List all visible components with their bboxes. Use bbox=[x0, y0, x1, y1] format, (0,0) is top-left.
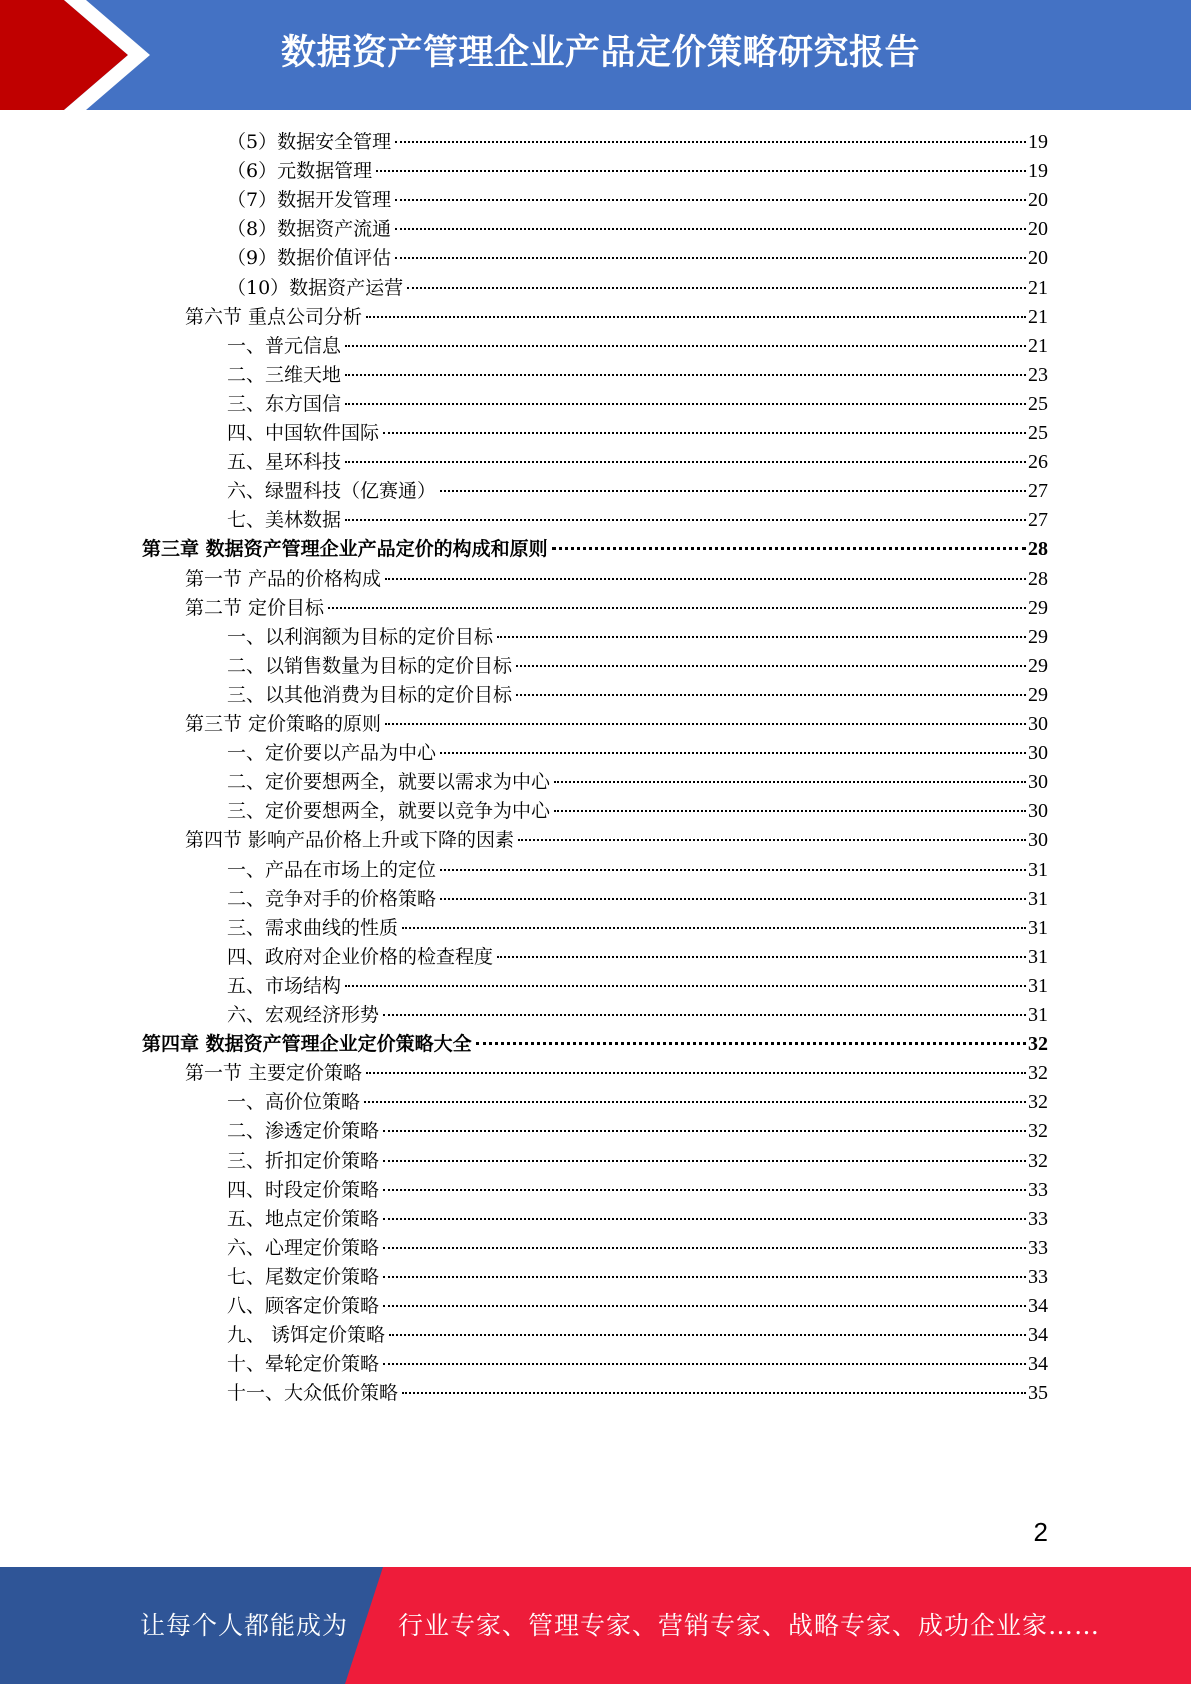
toc-entry-title: 第三节 定价策略的原则 bbox=[185, 713, 382, 735]
toc-entry-page: 35 bbox=[1028, 1382, 1048, 1405]
toc-entry-page: 30 bbox=[1028, 742, 1048, 765]
toc-entry[interactable] bbox=[227, 360, 1048, 391]
toc-entry-page: 32 bbox=[1028, 1120, 1048, 1143]
toc-dot-leader bbox=[516, 665, 1026, 667]
toc-entry-title: 十、晕轮定价策略 bbox=[227, 1353, 380, 1376]
toc-dot-leader bbox=[345, 461, 1026, 463]
footer-slogan-left: 让每个人都能成为 bbox=[140, 1611, 349, 1640]
toc-dot-leader bbox=[328, 607, 1026, 609]
toc-dot-leader bbox=[383, 1014, 1026, 1016]
toc-entry-title: （6）元数据管理 bbox=[227, 160, 373, 183]
toc-entry-page: 31 bbox=[1028, 858, 1048, 881]
toc-entry-page: 25 bbox=[1028, 422, 1048, 444]
toc-entry-page: 25 bbox=[1028, 392, 1048, 415]
toc-entry[interactable] bbox=[227, 738, 1048, 769]
toc-dot-leader bbox=[389, 1334, 1026, 1336]
toc-dot-leader bbox=[395, 257, 1026, 259]
toc-entry[interactable] bbox=[185, 593, 1048, 624]
toc-entry-page: 28 bbox=[1028, 538, 1048, 561]
toc-dot-leader bbox=[383, 1247, 1026, 1249]
toc-entry-page: 27 bbox=[1028, 509, 1048, 532]
toc-entry[interactable] bbox=[227, 1146, 1048, 1177]
footer-slogan-right: 行业专家、管理专家、营销专家、战略专家、成功企业家…… bbox=[398, 1611, 1101, 1640]
toc-entry-title: 五、地点定价策略 bbox=[227, 1207, 380, 1230]
toc-entry-title: 三、定价要想两全，就要以竞争为中心 bbox=[227, 800, 551, 823]
toc-dot-leader bbox=[395, 141, 1026, 143]
toc-entry-title: 三、折扣定价策略 bbox=[227, 1149, 380, 1172]
toc-entry-page: 29 bbox=[1028, 654, 1048, 677]
toc-entry-title: 三、以其他消费为目标的定价目标 bbox=[227, 683, 513, 706]
toc-entry-title: 一、产品在市场上的定位 bbox=[227, 858, 437, 881]
toc-entry-title: 五、星环科技 bbox=[227, 451, 342, 474]
page-footer bbox=[0, 1567, 1191, 1684]
toc-entry-page: 34 bbox=[1028, 1295, 1048, 1317]
toc-entry[interactable] bbox=[227, 1378, 1048, 1409]
toc-entry[interactable] bbox=[227, 156, 1048, 187]
toc-entry-page: 27 bbox=[1028, 480, 1048, 503]
toc-dot-leader bbox=[440, 490, 1026, 492]
toc-entry[interactable] bbox=[227, 651, 1048, 682]
toc-entry[interactable] bbox=[185, 564, 1048, 595]
toc-entry[interactable] bbox=[227, 447, 1048, 478]
toc-entry[interactable] bbox=[227, 331, 1048, 362]
toc-entry-title: （8）数据资产流通 bbox=[227, 218, 392, 241]
page-header bbox=[0, 0, 1191, 110]
toc-entry-page: 34 bbox=[1028, 1324, 1048, 1347]
toc-entry-page: 26 bbox=[1028, 451, 1048, 474]
toc-entry-page: 23 bbox=[1028, 363, 1048, 386]
toc-entry-page: 32 bbox=[1028, 1091, 1048, 1114]
toc-entry-title: 二、渗透定价策略 bbox=[227, 1120, 380, 1143]
toc-dot-leader bbox=[395, 199, 1026, 201]
toc-entry-title: 一、高价位策略 bbox=[227, 1091, 361, 1114]
toc-dot-leader bbox=[366, 316, 1026, 318]
toc-dot-leader bbox=[383, 1130, 1026, 1132]
toc-entry[interactable] bbox=[185, 1058, 1048, 1089]
toc-entry-title: 六、心理定价策略 bbox=[227, 1236, 380, 1259]
toc-entry[interactable] bbox=[227, 505, 1048, 536]
toc-entry-title: 四、时段定价策略 bbox=[227, 1178, 380, 1201]
toc-entry-page: 20 bbox=[1028, 189, 1048, 212]
toc-dot-leader bbox=[516, 694, 1026, 696]
toc-entry[interactable] bbox=[227, 884, 1048, 915]
toc-entry[interactable] bbox=[227, 1204, 1048, 1235]
toc-entry-title: 第一节 主要定价策略 bbox=[185, 1062, 363, 1085]
toc-entry[interactable] bbox=[227, 243, 1048, 274]
toc-dot-leader bbox=[402, 1392, 1026, 1394]
toc-entry-title: 第四章 数据资产管理企业定价策略大全 bbox=[142, 1033, 472, 1056]
toc-entry-page: 33 bbox=[1028, 1207, 1048, 1230]
toc-dot-leader bbox=[383, 1305, 1026, 1307]
toc-entry-page: 29 bbox=[1028, 596, 1048, 619]
toc-dot-leader bbox=[366, 1072, 1026, 1074]
toc-entry-title: 第一节 产品的价格构成 bbox=[185, 567, 382, 590]
toc-entry[interactable] bbox=[227, 185, 1048, 216]
toc-entry-title: 第三章 数据资产管理企业产品定价的构成和原则 bbox=[142, 538, 548, 561]
toc-entry-page: 20 bbox=[1028, 247, 1048, 270]
toc-entry[interactable] bbox=[227, 1233, 1048, 1264]
toc-entry-page: 30 bbox=[1028, 829, 1048, 852]
toc-entry-page: 30 bbox=[1028, 713, 1048, 735]
toc-entry[interactable] bbox=[227, 1116, 1048, 1147]
toc-entry-title: 第四节 影响产品价格上升或下降的因素 bbox=[185, 829, 515, 852]
toc-entry-page: 29 bbox=[1028, 683, 1048, 706]
toc-entry-page: 33 bbox=[1028, 1236, 1048, 1259]
toc-entry[interactable] bbox=[185, 302, 1048, 333]
toc-entry[interactable] bbox=[227, 1175, 1048, 1206]
toc-entry-page: 31 bbox=[1028, 945, 1048, 968]
toc-entry-page: 32 bbox=[1028, 1033, 1048, 1056]
toc-dot-leader bbox=[383, 1189, 1026, 1191]
toc-dot-leader bbox=[345, 519, 1026, 521]
toc-entry-title: 二、以销售数量为目标的定价目标 bbox=[227, 654, 513, 677]
toc-entry-page: 31 bbox=[1028, 974, 1048, 997]
toc-entry[interactable] bbox=[185, 709, 1048, 740]
toc-dot-leader bbox=[383, 1218, 1026, 1220]
toc-entry[interactable] bbox=[227, 680, 1048, 711]
toc-entry-title: 二、定价要想两全，就要以需求为中心 bbox=[227, 771, 551, 794]
toc-entry-page: 31 bbox=[1028, 887, 1048, 910]
toc-entry[interactable] bbox=[185, 825, 1048, 856]
toc-entry-page: 20 bbox=[1028, 218, 1048, 241]
toc-entry[interactable] bbox=[227, 1349, 1048, 1380]
page-number: 2 bbox=[1033, 1517, 1048, 1547]
toc-entry[interactable] bbox=[227, 418, 1048, 449]
toc-entry-title: 第二节 定价目标 bbox=[185, 596, 325, 619]
toc-dot-leader bbox=[376, 170, 1026, 172]
toc-dot-leader bbox=[476, 1042, 1026, 1045]
toc-entry-title: 三、需求曲线的性质 bbox=[227, 916, 399, 939]
report-title: 数据资产管理企业产品定价策略研究报告 bbox=[280, 33, 920, 73]
toc-entry-title: 七、美林数据 bbox=[227, 509, 342, 532]
toc-dot-leader bbox=[383, 1276, 1026, 1278]
toc-entry[interactable] bbox=[227, 476, 1048, 507]
toc-entry-title: 四、政府对企业价格的检查程度 bbox=[227, 945, 494, 968]
toc-dot-leader bbox=[407, 287, 1026, 289]
toc-entry-page: 33 bbox=[1028, 1265, 1048, 1288]
toc-dot-leader bbox=[497, 636, 1026, 638]
toc-entry[interactable] bbox=[227, 1320, 1048, 1351]
toc-entry-title: （9）数据价值评估 bbox=[227, 247, 392, 270]
toc-dot-leader bbox=[345, 345, 1026, 347]
toc-entry-title: 十一、大众低价策略 bbox=[227, 1382, 399, 1405]
toc-entry[interactable] bbox=[227, 855, 1048, 886]
toc-dot-leader bbox=[385, 723, 1026, 725]
toc-dot-leader bbox=[395, 228, 1026, 230]
toc-entry-title: 第六节 重点公司分析 bbox=[185, 305, 363, 328]
toc-entry-title: 五、市场结构 bbox=[227, 974, 342, 997]
toc-dot-leader bbox=[554, 781, 1026, 783]
toc-dot-leader bbox=[518, 839, 1026, 841]
toc-entry-title: （7）数据开发管理 bbox=[227, 189, 392, 212]
toc-entry[interactable] bbox=[142, 534, 1048, 565]
toc-entry-page: 21 bbox=[1028, 334, 1048, 357]
toc-entry-title: 四、中国软件国际 bbox=[227, 422, 380, 444]
toc-dot-leader bbox=[440, 869, 1026, 871]
toc-dot-leader bbox=[402, 927, 1026, 929]
toc-entry-title: 六、宏观经济形势 bbox=[227, 1004, 380, 1026]
toc-entry-page: 32 bbox=[1028, 1062, 1048, 1085]
toc-entry[interactable] bbox=[227, 767, 1048, 798]
toc-dot-leader bbox=[440, 898, 1026, 900]
toc-entry-title: 一、以利润额为目标的定价目标 bbox=[227, 625, 494, 648]
toc-entry-title: 一、定价要以产品为中心 bbox=[227, 742, 437, 765]
toc-entry[interactable] bbox=[227, 1087, 1048, 1118]
toc-entry-page: 32 bbox=[1028, 1149, 1048, 1172]
toc-entry[interactable] bbox=[227, 214, 1048, 245]
toc-entry-page: 30 bbox=[1028, 800, 1048, 823]
toc-entry[interactable] bbox=[227, 1000, 1048, 1031]
toc-dot-leader bbox=[345, 374, 1026, 376]
toc-entry-page: 31 bbox=[1028, 1004, 1048, 1026]
toc-dot-leader bbox=[383, 432, 1026, 434]
toc-dot-leader bbox=[554, 810, 1026, 812]
toc-dot-leader bbox=[385, 578, 1026, 580]
toc-entry[interactable] bbox=[227, 971, 1048, 1002]
toc-entry[interactable] bbox=[142, 1029, 1048, 1060]
toc-entry-page: 19 bbox=[1028, 131, 1048, 153]
toc-dot-leader bbox=[440, 752, 1026, 754]
toc-entry-title: 二、竞争对手的价格策略 bbox=[227, 887, 437, 910]
toc-entry-title: 三、东方国信 bbox=[227, 392, 342, 415]
toc-dot-leader bbox=[383, 1160, 1026, 1162]
toc-entry[interactable] bbox=[227, 942, 1048, 973]
toc-entry[interactable] bbox=[227, 913, 1048, 944]
toc-entry-title: 一、普元信息 bbox=[227, 334, 342, 357]
toc-dot-leader bbox=[345, 985, 1026, 987]
toc-entry-page: 30 bbox=[1028, 771, 1048, 794]
toc-entry[interactable] bbox=[227, 622, 1048, 653]
toc-entry-title: （5）数据安全管理 bbox=[227, 131, 392, 153]
toc-entry-title: 七、尾数定价策略 bbox=[227, 1265, 380, 1288]
toc-entry[interactable] bbox=[227, 1291, 1048, 1322]
toc-entry-title: 八、顾客定价策略 bbox=[227, 1295, 380, 1317]
toc-entry-title: 六、绿盟科技（亿赛通） bbox=[227, 480, 437, 503]
toc-dot-leader bbox=[552, 547, 1026, 550]
toc-entry-title: （10）数据资产运营 bbox=[227, 276, 404, 299]
toc-dot-leader bbox=[345, 403, 1026, 405]
toc-entry-page: 33 bbox=[1028, 1178, 1048, 1201]
toc-entry-page: 34 bbox=[1028, 1353, 1048, 1376]
toc-dot-leader bbox=[364, 1101, 1026, 1103]
toc-entry-page: 28 bbox=[1028, 567, 1048, 590]
toc-entry-title: 二、三维天地 bbox=[227, 363, 342, 386]
toc-entry[interactable] bbox=[227, 273, 1048, 304]
toc-entry-page: 21 bbox=[1028, 305, 1048, 328]
toc-entry-page: 21 bbox=[1028, 276, 1048, 299]
toc-entry[interactable] bbox=[227, 1262, 1048, 1293]
toc-dot-leader bbox=[383, 1363, 1026, 1365]
toc-entry-title: 九、 诱饵定价策略 bbox=[227, 1324, 386, 1347]
toc-entry-page: 31 bbox=[1028, 916, 1048, 939]
toc-entry-page: 19 bbox=[1028, 160, 1048, 183]
toc-entry[interactable] bbox=[227, 796, 1048, 827]
toc-entry-page: 29 bbox=[1028, 625, 1048, 648]
toc-entry[interactable] bbox=[227, 127, 1048, 158]
toc-entry[interactable] bbox=[227, 389, 1048, 420]
toc-dot-leader bbox=[497, 956, 1026, 958]
